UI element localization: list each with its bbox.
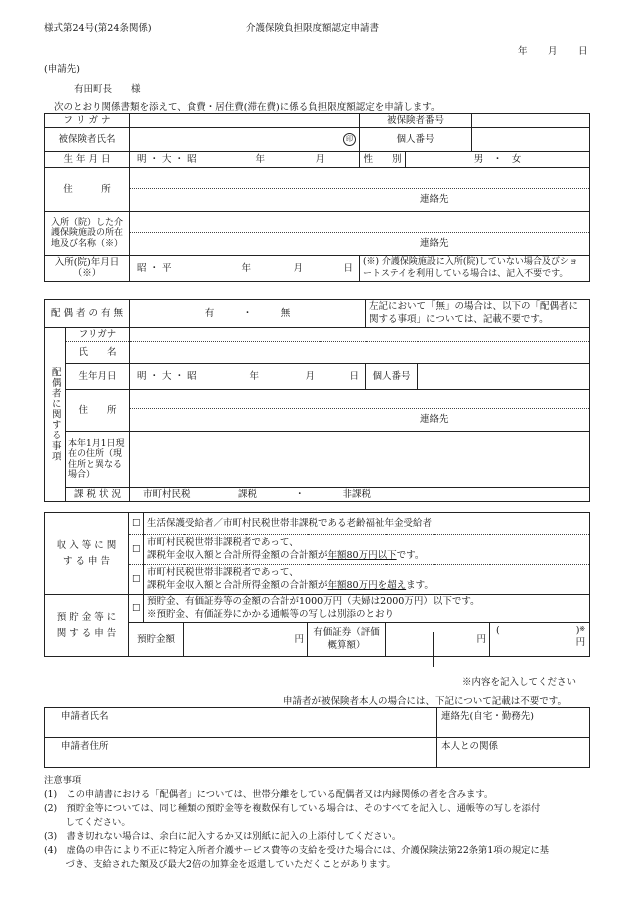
recipient-label: (申請先) — [44, 64, 80, 75]
other-assets-field[interactable] — [490, 623, 590, 657]
deposit-label: 預貯金額 — [129, 623, 184, 657]
spouse-jan1-field[interactable] — [130, 432, 590, 488]
date-year-label: 年 — [518, 46, 528, 57]
admit-date-label: 入所(院)年月日（※） — [45, 256, 130, 282]
insured-number-field[interactable] — [472, 114, 590, 128]
spouse-contact: 連絡先 — [130, 408, 589, 431]
applicant-address-label: 申請者住所 — [61, 741, 109, 752]
applicant-address-field[interactable] — [45, 738, 437, 768]
note-item: (1) この申請書における「配偶者」については、世帯分離をしている配偶者又は内縁関係の者を含みます。 — [44, 788, 494, 800]
spouse-jan1-label: 本年1月1日現在の住所（現住所と異なる場合） — [66, 432, 130, 488]
declaration-table — [44, 512, 590, 657]
income-option3-checkbox[interactable]: ☐ — [129, 565, 144, 595]
spouse-name-label: 氏 名 — [66, 342, 130, 364]
sex-field[interactable]: 男 ・ 女 — [406, 152, 590, 168]
intro-text: 次のとおり関係書類を添えて、食費・居住費(滞在費)に係る負担限度額認定を申請します。 — [54, 102, 441, 113]
insured-furigana-field[interactable] — [130, 114, 360, 128]
date-month-label: 月 — [548, 46, 558, 57]
applicant-table — [44, 707, 590, 768]
admit-note: (※) 介護保険施設に入所(院)していない場合及びショートステイを利用している場合は、記入不要です。 — [360, 256, 590, 282]
spouse-exists-label: 配 偶 者 の 有 無 — [45, 300, 130, 328]
spouse-furigana-label: フリガナ — [66, 328, 130, 342]
insured-furigana-label: フ リ ガ ナ — [45, 114, 130, 128]
other-assets-yen: 円 — [575, 637, 586, 648]
income-option1-checkbox[interactable]: ☐ — [129, 513, 144, 535]
personal-number-label: 個人番号 — [360, 128, 472, 152]
spouse-birth-label: 生年月日 — [66, 364, 130, 390]
other-assets-asterisk: ※ — [579, 625, 586, 633]
insured-table — [44, 113, 590, 282]
applicant-note: 申請者が被保険者本人の場合には、下記について記載は不要です。 — [283, 696, 568, 707]
savings-text: 預貯金、有価証券等の金額の合計が1000万円（夫婦は2000万円）以下です。 ※預貯金、有価証券にかかる通帳等の写しは別添のとおり — [144, 595, 590, 623]
applicant-contact-field[interactable] — [437, 708, 590, 738]
income-option2-text: 市町村民税世帯非課税者であって、 課税年金収入額と合計所得金額の合計額が年額80万円以下です。 — [144, 535, 590, 565]
spouse-side-label: 配偶者に関する事項 — [45, 328, 66, 502]
spouse-address-label: 住 所 — [66, 390, 130, 432]
spouse-table — [44, 299, 590, 502]
spouse-name-field[interactable] — [130, 342, 590, 364]
form-number: 様式第24号(第24条関係) — [44, 23, 152, 34]
savings-checkbox[interactable]: ☐ — [129, 595, 144, 623]
spouse-exists-note: 左記において「無」の場合は、以下の「配偶者に関する事項」については、記載不要です。 — [366, 300, 590, 328]
applicant-contact-label: 連絡先(自宅・勤務先) — [441, 711, 534, 722]
other-assets-divider — [433, 632, 434, 667]
spouse-tax-label: 課 税 状 況 — [66, 488, 130, 502]
form-title: 介護保険負担限度額認定申請書 — [246, 23, 380, 34]
deposit-field[interactable]: 円 — [184, 623, 308, 657]
note-item: (2) 預貯金等については、同じ種類の預貯金等を複数保有している場合は、そのすべてを記入し、通帳等の写しを添付 — [44, 802, 541, 814]
note-item: づき、支給された額及び最大2倍の加算金を返還していただくことがあります。 — [44, 858, 396, 870]
spouse-furigana-field[interactable] — [130, 328, 590, 342]
income-label: 収 入 等 に 関 す る 申 告 — [45, 513, 129, 595]
spouse-personal-number-field[interactable] — [418, 364, 590, 390]
applicant-relation-field[interactable] — [437, 738, 590, 768]
notes-section — [44, 774, 604, 872]
savings-label: 預 貯 金 等 に 関 す る 申 告 — [45, 595, 129, 657]
sex-label: 性 別 — [360, 152, 406, 168]
seal-mark: 印 — [343, 133, 356, 146]
spouse-tax-field[interactable]: 市町村民税 課税 ・ 非課税 — [130, 488, 590, 502]
spouse-exists-field[interactable]: 有 ・ 無 — [130, 300, 366, 328]
notes-title: 注意事項 — [44, 775, 82, 786]
address-label: 住 所 — [45, 168, 130, 212]
spouse-address-field[interactable] — [130, 390, 590, 432]
applicant-relation-label: 本人との関係 — [441, 741, 499, 752]
spouse-personal-number-label: 個人番号 — [366, 364, 418, 390]
facility-field[interactable] — [130, 212, 590, 256]
income-option2-checkbox[interactable]: ☐ — [129, 535, 144, 565]
other-assets-paren: ( ) — [496, 625, 580, 636]
personal-number-field[interactable] — [472, 128, 590, 152]
facility-label: 入所（院）した介護保険施設の所在地及び名称（※） — [45, 212, 130, 256]
date-day-label: 日 — [578, 46, 588, 57]
insured-name-label: 被保険者氏名 — [45, 128, 130, 152]
securities-label: 有価証券（評価概算額） — [308, 623, 386, 657]
facility-contact: 連絡先 — [130, 232, 589, 255]
securities-field[interactable]: 円 — [386, 623, 490, 657]
spouse-birth-field[interactable]: 明 ・ 大 ・ 昭 年 月 日 — [130, 364, 366, 390]
income-option3-text: 市町村民税世帯非課税者であって、 課税年金収入額と合計所得金額の合計額が年額80万円を超えます。 — [144, 565, 590, 595]
fill-note: ※内容を記入してください — [462, 677, 577, 688]
birth-field[interactable]: 明 ・ 大 ・ 昭 年 月 — [130, 152, 360, 168]
note-item: してください。 — [44, 816, 131, 828]
recipient-mayor: 有田町長 様 — [74, 84, 141, 95]
address-field[interactable] — [130, 168, 590, 212]
note-item: (4) 虚偽の申告により不正に特定入所者介護サービス費等の支給を受けた場合には、介護保険法第22条第1項の規定に基 — [44, 844, 550, 856]
admit-date-field[interactable]: 昭 ・ 平 年 月 日 — [130, 256, 360, 282]
applicant-name-field[interactable] — [45, 708, 437, 738]
insured-name-field[interactable] — [130, 128, 360, 152]
applicant-name-label: 申請者氏名 — [61, 711, 109, 722]
insured-number-label: 被保険者番号 — [360, 114, 472, 128]
address-contact: 連絡先 — [130, 188, 589, 211]
income-option1-text: 生活保護受給者／市町村民税世帯非課税である老齢福祉年金受給者 — [144, 513, 590, 535]
birth-label: 生 年 月 日 — [45, 152, 130, 168]
note-item: (3) 書き切れない場合は、余白に記入するか又は別紙に記入の上添付してください。 — [44, 830, 402, 842]
